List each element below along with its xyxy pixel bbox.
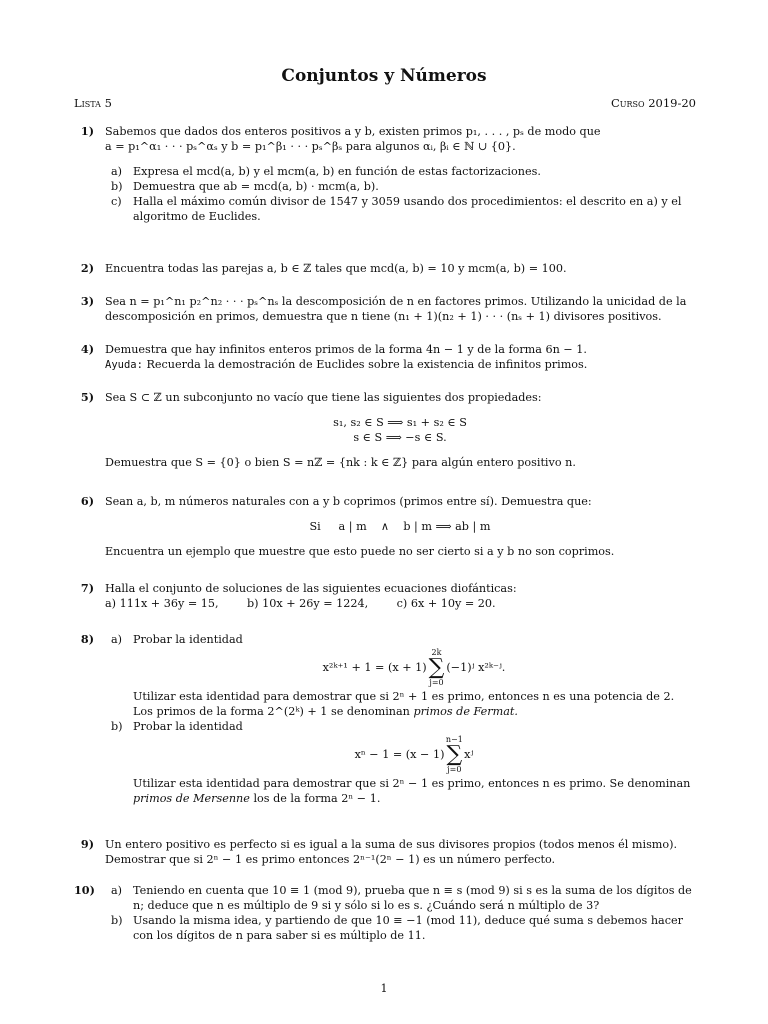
sum-icon: ∑ 2k j=0 — [428, 648, 445, 687]
problem-text: Sea n = p₁^n₁ p₂^n₂ · · · pₛ^nₛ la descomposición de n en factores primos. Utilizando la unicidad de la descomposición en primos, demuestra que n tiene (n₁ + 1)(n₂ + 1) · · · (nₛ + 1) divisores positivos. — [105, 295, 687, 323]
subitem-text: Probar la identidad — [133, 633, 243, 646]
subitem-text: Demuestra que ab = mcd(a, b) · mcm(a, b). — [133, 180, 379, 193]
course-label: Curso 2019-20 — [610, 96, 696, 110]
subitem-b — [105, 913, 695, 943]
subitem-label: b) — [111, 914, 123, 927]
subitem-label: a) — [111, 165, 123, 178]
problem-text: Encuentra un ejemplo que muestre que esto puede no ser cierto si a y b no son coprimos. — [105, 545, 615, 558]
sum-lower: j=0 — [447, 765, 462, 774]
equation-rhs: xʲ — [464, 748, 474, 761]
display-equation: s ∈ S ⟹ −s ∈ S. — [353, 431, 447, 444]
problem-number: 9) — [80, 837, 94, 851]
problem-text: Demuestra que hay infinitos enteros primos de la forma 4n − 1 y de la forma 6n − 1. — [105, 343, 587, 356]
problem-number: 3) — [80, 294, 94, 308]
problem-text: Un entero positivo es perfecto si es igual a la suma de sus divisores propios (todos menos él mismo). Demostrar que si 2ⁿ − 1 es primo entonces 2ⁿ⁻¹(2ⁿ − 1) es un número perfecto. — [105, 838, 678, 866]
sum-lower: j=0 — [429, 678, 444, 687]
display-equation: s₁, s₂ ∈ S ⟹ s₁ + s₂ ∈ S — [333, 416, 467, 429]
problem-text: Sabemos que dados dos enteros positivos a y b, existen primos p₁, . . . , pₛ de modo que — [105, 125, 601, 138]
list-label: Lista 5 — [74, 96, 112, 110]
subitem-text-block — [105, 776, 695, 806]
subitem-label: a) — [111, 884, 123, 897]
subitem-c — [105, 194, 695, 224]
display-equation — [133, 735, 695, 774]
problem-number: 2) — [80, 261, 94, 275]
subitem-b — [105, 719, 695, 734]
subitem-text: Usando la misma idea, y partiendo de que 10 ≡ −1 (mod 11), deduce qué suma s debemos hacer con los dígitos de n para saber si es múltiplo de 11. — [133, 914, 683, 942]
subitem-label: a) — [111, 633, 123, 646]
equation-lhs: xⁿ − 1 = (x − 1) — [354, 748, 445, 761]
display-equation — [133, 648, 695, 687]
subitem-b — [105, 179, 695, 194]
hint-label: Ayuda: — [105, 359, 143, 371]
problem-number: 4) — [80, 342, 94, 356]
hint-text: Recuerda la demostración de Euclides sobre la existencia de infinitos primos. — [146, 358, 588, 371]
subitem-text-block — [105, 689, 695, 719]
subitem-text: Utilizar esta identidad para demostrar que si 2ⁿ + 1 es primo, entonces n es una potencia de 2. Los primos de la forma 2^(2ᵏ) + 1 se denominan — [133, 690, 675, 718]
problem-number: 1) — [80, 124, 94, 138]
sum-upper: 2k — [431, 648, 442, 657]
problem-number: 6) — [80, 494, 94, 508]
subitem-a — [105, 164, 695, 179]
subitem-a — [105, 632, 695, 647]
subitem-text: Teniendo en cuenta que 10 ≡ 1 (mod 9), prueba que n ≡ s (mod 9) si s es la suma de los dígitos de n; deduce que n es múltiplo de 9 si y sólo si lo es s. ¿Cuándo será n múltiplo de 3? — [133, 884, 692, 912]
page-title: Conjuntos y Números — [281, 66, 487, 86]
problem-text: Encuentra todas las parejas a, b ∈ ℤ tales que mcd(a, b) = 10 y mcm(a, b) = 100. — [105, 262, 567, 275]
problem-text: Sea S ⊂ ℤ un subconjunto no vacío que tiene las siguientes dos propiedades: — [105, 391, 542, 404]
subitem-a — [105, 883, 695, 913]
page-number: 1 — [380, 982, 388, 995]
subitem-text: Probar la identidad — [133, 720, 243, 733]
subitem-text: Halla el máximo común divisor de 1547 y 3059 usando dos procedimientos: el descrito en a) y el algoritmo de Euclides. — [133, 195, 682, 223]
equation-list: a) 111x + 36y = 15, b) 10x + 26y = 1224, c) 6x + 10y = 20. — [105, 597, 496, 610]
equation-lhs: x²ᵏ⁺¹ + 1 = (x + 1) — [322, 661, 427, 674]
sum-upper: n−1 — [445, 735, 463, 744]
subitem-label: b) — [111, 720, 123, 733]
display-equation: Si a | m ∧ b | m ⟹ ab | m — [309, 520, 491, 533]
subitem-label: b) — [111, 180, 123, 193]
problem-number: 7) — [80, 581, 94, 595]
subitem-text: los de la forma 2ⁿ − 1. — [253, 792, 381, 805]
subitem-text: Utilizar esta identidad para demostrar que si 2ⁿ − 1 es primo, entonces n es primo. Se denominan — [133, 777, 691, 790]
problem-number: 5) — [80, 390, 94, 404]
term-mersenne: primos de Mersenne — [133, 792, 250, 805]
subitem-label: c) — [111, 195, 122, 208]
equation-rhs: (−1)ʲ x²ᵏ⁻ʲ. — [446, 661, 506, 674]
subitem-text: Expresa el mcd(a, b) y el mcm(a, b) en función de estas factorizaciones. — [133, 165, 541, 178]
problem-text: Sean a, b, m números naturales con a y b coprimos (primos entre sí). Demuestra que: — [105, 495, 592, 508]
term-fermat: primos de Fermat. — [413, 705, 518, 718]
problem-text: Halla el conjunto de soluciones de las siguientes ecuaciones diofánticas: — [105, 582, 517, 595]
problem-text: Demuestra que S = {0} o bien S = nℤ = {nk : k ∈ ℤ} para algún entero positivo n. — [105, 456, 576, 469]
problem-number: 10) — [74, 883, 95, 897]
sum-icon: ∑ n−1 j=0 — [445, 735, 463, 774]
problem-text: a = p₁^α₁ · · · pₛ^αₛ y b = p₁^β₁ · · · pₛ^βₛ para algunos αᵢ, βᵢ ∈ ℕ ∪ {0}. — [105, 140, 516, 153]
problem-number: 8) — [80, 632, 94, 646]
